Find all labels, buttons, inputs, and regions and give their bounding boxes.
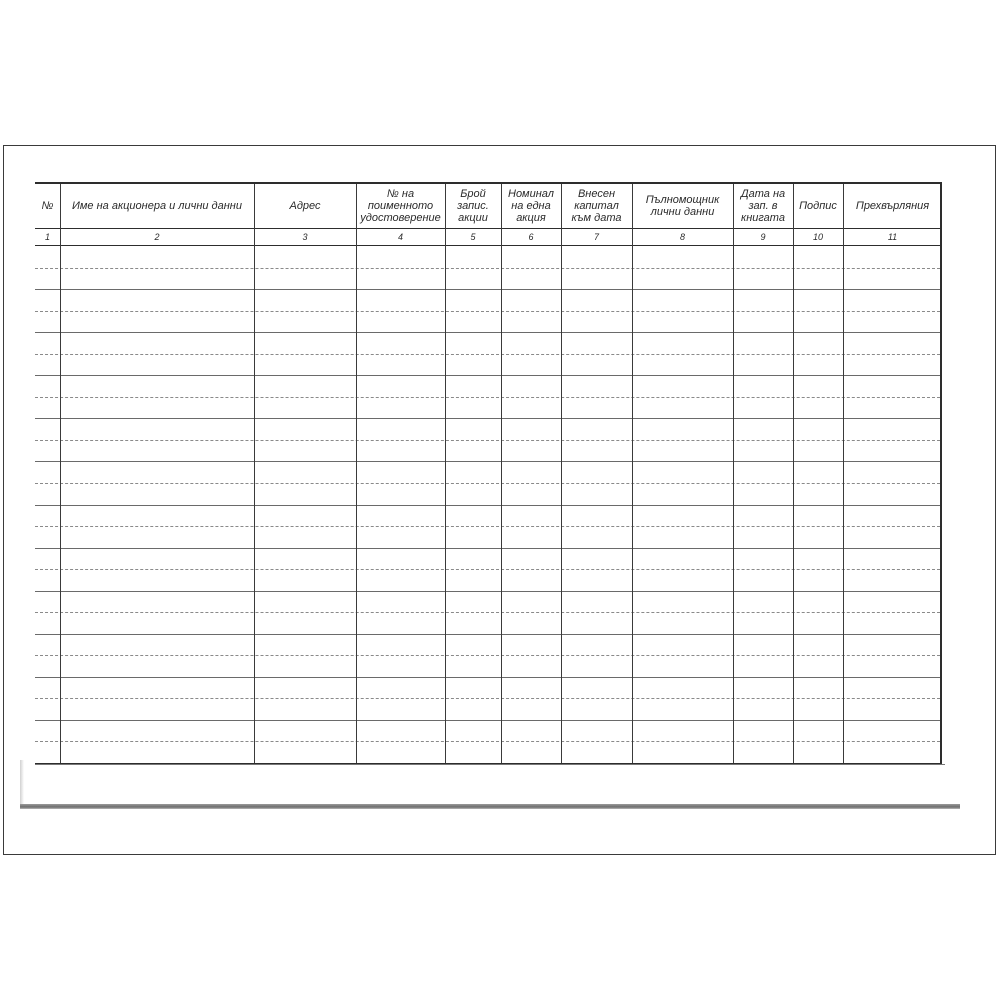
entry-row-line bbox=[35, 505, 940, 506]
column-number: 9 bbox=[760, 231, 766, 242]
column-divider bbox=[733, 184, 734, 763]
column-divider bbox=[254, 184, 255, 763]
entry-row-line bbox=[35, 569, 940, 570]
entry-row-line bbox=[35, 677, 940, 678]
header-transfers: Прехвърляния bbox=[855, 200, 930, 212]
entry-row-line bbox=[35, 375, 940, 376]
header-shares-count: Брой запис. акции bbox=[457, 188, 489, 224]
scan-artifact-strip bbox=[20, 804, 960, 809]
column-number: 1 bbox=[44, 231, 50, 242]
entry-row-line bbox=[35, 612, 940, 613]
header-address: Адрес bbox=[289, 200, 321, 212]
scan-artifact-left bbox=[20, 760, 24, 806]
header-signature: Подпис bbox=[799, 200, 837, 212]
column-number: 3 bbox=[302, 231, 308, 242]
header-nominal-value: Номинал на една акция bbox=[508, 188, 554, 224]
column-divider bbox=[356, 184, 357, 763]
column-number: 7 bbox=[593, 231, 599, 242]
entry-row-line bbox=[35, 698, 940, 699]
column-divider bbox=[60, 184, 61, 763]
table-body bbox=[35, 246, 940, 763]
entry-row-line bbox=[35, 418, 940, 419]
shareholder-register-table bbox=[35, 182, 942, 765]
header-entry-date: Дата на зап. в книгата bbox=[740, 188, 786, 224]
column-divider bbox=[561, 184, 562, 763]
entry-row-line bbox=[35, 655, 940, 656]
entry-row-line bbox=[35, 354, 940, 355]
entry-row-line bbox=[35, 483, 940, 484]
entry-row-line bbox=[35, 741, 940, 742]
header-proxy: Пълномощник лични данни bbox=[645, 194, 720, 218]
entry-row-line bbox=[35, 311, 940, 312]
column-divider bbox=[843, 184, 844, 763]
entry-row-line bbox=[35, 526, 940, 527]
header-paid-capital: Внесен капитал към дата bbox=[571, 188, 622, 224]
column-divider bbox=[445, 184, 446, 763]
column-number: 5 bbox=[470, 231, 476, 242]
entry-row-line bbox=[35, 397, 940, 398]
entry-row-line bbox=[35, 332, 940, 333]
column-number: 10 bbox=[812, 231, 823, 242]
header-certificate-no: № на поименното удостоверение bbox=[360, 188, 441, 224]
column-number: 6 bbox=[528, 231, 534, 242]
entry-row-line bbox=[35, 461, 940, 462]
entry-row-line bbox=[35, 720, 940, 721]
table-bottom-shadow bbox=[35, 762, 945, 765]
column-divider bbox=[501, 184, 502, 763]
column-number: 2 bbox=[154, 231, 160, 242]
column-number: 11 bbox=[887, 231, 898, 242]
header-shareholder-name: Име на акционера и лични данни bbox=[72, 200, 242, 212]
entry-row-line bbox=[35, 268, 940, 269]
column-number: 8 bbox=[679, 231, 685, 242]
entry-row-line bbox=[35, 440, 940, 441]
header-no: № bbox=[41, 200, 54, 212]
column-divider bbox=[793, 184, 794, 763]
entry-row-line bbox=[35, 289, 940, 290]
column-divider bbox=[632, 184, 633, 763]
column-number: 4 bbox=[397, 231, 403, 242]
entry-row-line bbox=[35, 548, 940, 549]
entry-row-line bbox=[35, 634, 940, 635]
entry-row-line bbox=[35, 591, 940, 592]
